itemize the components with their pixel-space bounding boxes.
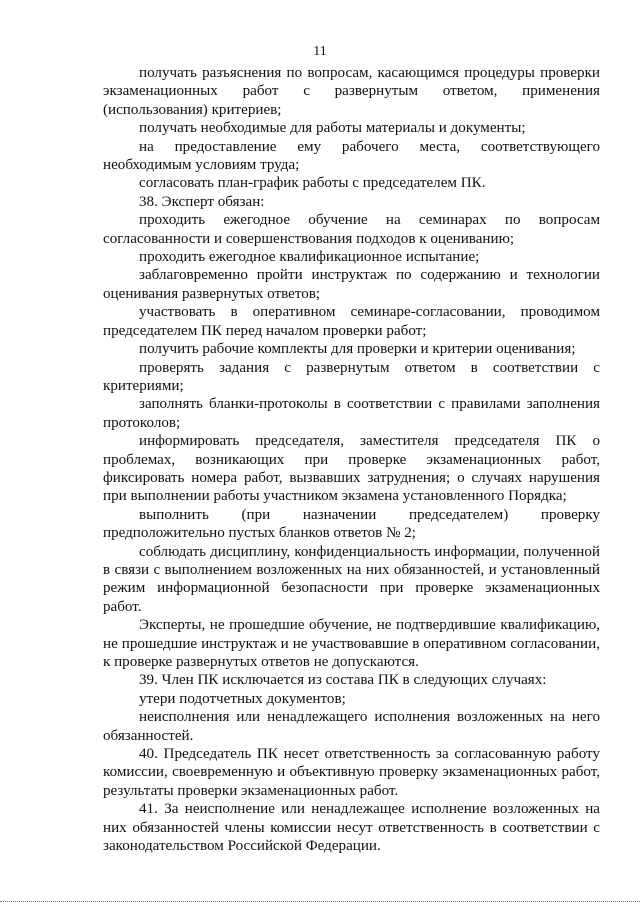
- paragraph: проходить ежегодное обучение на семинарах по вопросам согласованности и совершенствования подходов к оцениванию;: [103, 212, 600, 247]
- paragraph: Эксперты, не прошедшие обучение, не подтвердившие квалификацию, не прошедшие инструктаж и не участвовавшие в оперативном согласовании, к проверке развернутых ответов не допускаются.: [103, 617, 600, 670]
- scan-edge-line: [0, 901, 640, 903]
- section-heading-39: 39. Член ПК исключается из состава ПК в следующих случаях:: [139, 672, 547, 689]
- paragraph: проходить ежегодное квалификационное испытание;: [139, 249, 480, 266]
- section-41: 41. За неисполнение или ненадлежащее исполнение возложенных на них обязанностей члены комиссии несут ответственность в соответствии с законодательством Российской Федерации.: [103, 801, 600, 855]
- paragraph: заполнять бланки-протоколы в соответствии с правилами заполнения протоколов;: [103, 396, 600, 431]
- paragraph: неисполнения или ненадлежащего исполнения возложенных на него обязанностей.: [103, 709, 600, 744]
- section-heading-38: 38. Эксперт обязан:: [139, 193, 265, 210]
- document-body: [103, 64, 600, 855]
- paragraph: участвовать в оперативном семинаре-согласовании, проводимом председателем ПК перед началом проверки работ;: [103, 304, 600, 339]
- paragraph: информировать председателя, заместителя председателя ПК о проблемах, возникающих при проверке экзаменационных работ, фиксировать номера работ, вызвавших затруднения; о случаях нарушения при выполнении работы участником экзамена установленного Порядка;: [103, 433, 600, 505]
- paragraph: заблаговременно пройти инструктаж по содержанию и технологии оценивания развернутых ответов;: [103, 267, 600, 302]
- paragraph: получать разъяснения по вопросам, касающимся процедуры проверки экзаменационных работ с развернутым ответом, применения (использования) критериев;: [103, 65, 600, 118]
- page-number: 11: [313, 44, 327, 59]
- paragraph: согласовать план-график работы с председателем ПК.: [139, 175, 486, 192]
- paragraph: на предоставление ему рабочего места, соответствующего необходимым условиям труда;: [103, 138, 600, 174]
- paragraph: получать необходимые для работы материалы и документы;: [139, 120, 526, 137]
- paragraph: утери подотчетных документов;: [139, 690, 346, 707]
- paragraph: получить рабочие комплекты для проверки и критерии оценивания;: [139, 341, 576, 358]
- paragraph: выполнить (при назначении председателем) проверку предположительно пустых бланков ответов № 2;: [103, 506, 600, 542]
- paragraph: соблюдать дисциплину, конфиденциальность информации, полученной в связи с выполнением возложенных на них обязанностей, и установленный режим информационной безопасности при проверке экзаменационных работ.: [103, 543, 600, 615]
- paragraph: проверять задания с развернутым ответом в соответствии с критериями;: [103, 359, 600, 394]
- section-40: 40. Председатель ПК несет ответственность за согласованную работу комиссии, своевременную и объективную проверку экзаменационных работ, результаты проверки экзаменационных работ.: [103, 746, 600, 799]
